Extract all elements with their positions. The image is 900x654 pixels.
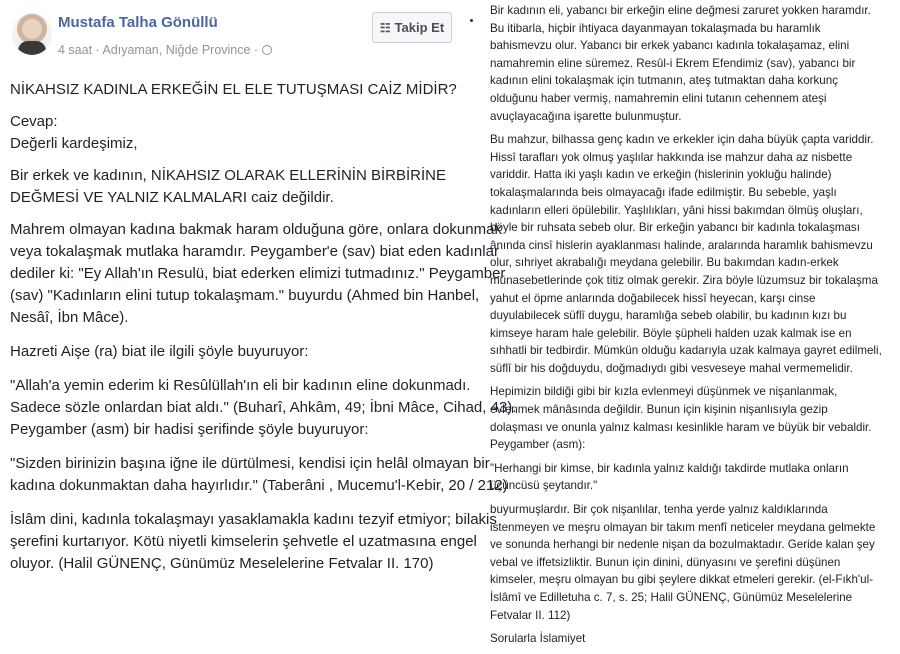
text-line: şerefini kurtarıyor. Kötü niyetli kimselerin şehvetle el uzatmasına engel <box>10 533 477 550</box>
text-line: dolaşması ve onunla yalnız kalması kesinlikle haram ve büyük bir vebaldir. <box>490 420 872 434</box>
post-right-column <box>470 0 900 646</box>
text-line: evlenmek mânâsında değildir. Bunun için kişinin nişanlısıyla gezip <box>490 403 828 417</box>
text-line: Peygamber (asm) bir hadisi şerifinde şöyle buyuruyor: <box>10 421 369 438</box>
paragraph <box>490 131 882 377</box>
text-line: Nesâî, İbn Mâce). <box>10 309 129 326</box>
post-meta <box>58 43 272 57</box>
text-line: İslâmî ve Edilletuha c. 7, s. 25; Halil GÜNENÇ, Günümüz Meselelerine <box>490 591 853 604</box>
post-body-left <box>10 79 516 587</box>
paragraph <box>490 460 882 495</box>
text-line: süflî bir his doğduydu, doğmadıydı gibi vesveseye mahal vermemelidir. <box>490 361 853 375</box>
text-line: yahut el öpme anlarında doğabilecek hissî heyecan, karşı cinse <box>490 291 816 305</box>
follow-button[interactable] <box>372 12 452 43</box>
text-line: duyulabilecek süflî duygu, haramlığa sebeb olabilir, bu kadının kızı bu <box>490 309 847 323</box>
text-line: münasebetlerinde çok titiz olmak gerekir. Zira böyle lüzumsuz bir tokalaşma <box>490 273 878 287</box>
text-line: avuçlayacağına işarette bulunmuştur. <box>490 109 682 123</box>
text-line: sıhhatli bir tedbirdir. Mümkün olduğu kadarıyla uzak kalmaya gayret edilmeli, <box>490 344 882 358</box>
text-line: namahremin eline süremez. Resûl-i Ekrem Efendimiz (sav), yabancı bir <box>490 56 856 70</box>
paragraph <box>10 219 516 329</box>
text-line: Fetvalar II. 112) <box>490 608 571 622</box>
paragraph <box>490 501 882 624</box>
text-line: Bu mahzur, bilhassa genç kadın ve erkekler için daha büyük çapta variddir. <box>490 133 874 147</box>
text-line: böyle bir ruhsata sebeb olur. Bir erkeğin yabancı bir kadınla tokalaşması <box>490 221 860 235</box>
text-line: İslâm dini, kadınla tokalaşmayı yasaklamakla kadını tezyif etmiyor; bilakis <box>10 511 497 528</box>
text-line: bahismevzu olur. Yabancı bir erkek yabancı kadınla tokalaşamaz, elini <box>490 39 850 53</box>
paragraph <box>10 165 516 209</box>
text-line: veya tokalaşmak mutlaka haramdır. Peygamber'e (sav) biat eden kadınlar <box>10 243 499 260</box>
paragraph <box>10 111 516 155</box>
text-line: Bir erkek ve kadının, NİKAHSIZ OLARAK ELLERİNİN BİRBİRİNE <box>10 167 446 184</box>
text-line: olur, sıhriyet akrabalığı meydana gelebilir. Bu bakımdan kadın-erkek <box>490 256 839 270</box>
text-line: istenmeyen ve meşru olmayan bir takım menfî neticeler meydana gelmekte <box>490 520 876 534</box>
text-line: dediler ki: "Ey Allah'ın Resulü, biat ederken elimizi tutmadınız." Peygamber <box>10 265 506 282</box>
text-line: (sav) "Kadınların elini tutup tokalaşmam." buyurdu (Ahmed bin Hanbel, <box>10 287 480 304</box>
paragraph <box>10 79 516 101</box>
text-line: Değerli kardeşimiz, <box>10 135 138 152</box>
text-line: variddir. Hatta iki yaşlı kadın ve erkeğin (hislerinin yokluğu halinde) <box>490 168 832 182</box>
text-line: Sadece sözle onlardan biat aldı." (Buharî, Ahkâm, 49; İbni Mâce, Cihad, 43). <box>10 399 517 416</box>
text-line: "Allah'a yemin ederim ki Resûlüllah'ın eli bir kadının eline dokunmadı. <box>10 377 471 394</box>
text-line: Mahrem olmayan kadına bakmak haram olduğuna göre, onlara dokunmak <box>10 221 502 238</box>
globe-icon <box>262 45 272 55</box>
text-line: tokalaşmalarında beis olmayacağı ifade edilmiştir. Bu sebeble, yaşlı <box>490 185 837 199</box>
text-line: olduğunu haber vermiş, namahremin elini tutanın cehennem ateşi <box>490 91 827 105</box>
text-line: Hissî tarafları yok olmuş yaşlılar hakkında ise mahzur daha az nisbette <box>490 150 853 164</box>
paragraph <box>10 509 516 575</box>
text-line: kadının elini tokalaşmak için tutmanın, ateş tutmaktan daha korkunç <box>490 74 838 88</box>
text-line: vebal ve iffetsizliktir. Bunun için dinini, dünyasını ve şerefini düşünen <box>490 555 841 569</box>
follow-label: Takip Et <box>394 20 445 35</box>
text-line: oluyor. (Halil GÜNENÇ, Günümüz Meselelerine Fetvalar II. 170) <box>10 555 434 572</box>
text-line: ve sonunda herhangi bir nedenle nişan da bozulmaktadır. Geride kalan şey <box>490 538 875 552</box>
paragraph <box>490 383 882 453</box>
text-line: kimseler, meşru olmayan bu gibi şeylere dikkat etmeleri gerekir. (el-Fıkh'ul- <box>490 573 874 587</box>
text-line: "Herhangi bir kimse, bir kadınla yalnız kaldığı takdirde mutlaka onların <box>490 461 849 475</box>
text-line: "Sizden birinizin başına iğne ile dürtülmesi, kendisi için helâl olmayan bir <box>10 455 490 472</box>
paragraph <box>10 453 516 497</box>
text-line: Sorularla İslamiyet <box>490 632 586 646</box>
text-line: Hepimizin bildiği gibi bir kızla evlenmeyi düşünmek ve nişanlanmak, <box>490 385 838 399</box>
text-line: DEĞMESİ VE YALNIZ KALMALARI caiz değildir. <box>10 189 334 206</box>
text-line: Bu itibarla, hiçbir ihtiyaca dayanmayan tokalaşmada bu haramlık <box>490 21 821 35</box>
bullet-dot <box>470 19 473 22</box>
paragraph <box>10 341 516 363</box>
text-line: Hazreti Aişe (ra) biat ile ilgili şöyle buyuruyor: <box>10 343 309 360</box>
text-line: Cevap: <box>10 113 58 130</box>
text-line: Bir kadının eli, yabancı bir erkeğin eline değmesi zaruret yokken haramdır. <box>490 4 871 17</box>
text-line: buyurmuşlardır. Bir çok nişanlılar, tenha yerde yalnız kaldıklarında <box>490 503 828 517</box>
text-line: kadınların elleri öpülebilir. Yaşlılıkları, yâni hissi bakımdan ölmüş oluşları, <box>490 203 863 217</box>
paragraph <box>490 630 882 648</box>
text-line: Peygamber (asm): <box>490 438 586 452</box>
author-name-link[interactable]: Mustafa Talha Gönüllü <box>58 14 218 31</box>
text-line: kimseye haram hale gelebilir. Böyle şüpheli halden uzak kalmak ise en <box>490 326 852 340</box>
text-line: ânında cinsî hislerin ayaklanması halinde, aralarında haramlık bahismevzu <box>490 238 873 252</box>
post-body-right <box>490 2 882 654</box>
text-line: NİKAHSIZ KADINLA ERKEĞİN EL ELE TUTUŞMASI CAİZ MİDİR? <box>10 81 457 98</box>
author-avatar[interactable] <box>12 13 52 55</box>
paragraph <box>490 2 882 125</box>
post-meta-text[interactable]: 4 saat · Adıyaman, Niğde Province · <box>58 43 259 57</box>
paragraph <box>10 375 516 441</box>
text-line: kadına dokunmaktan daha hayırlıdır." (Taberâni , Mucemu'l-Kebir, 20 / 212) <box>10 477 508 494</box>
rss-icon: ☷ <box>379 20 391 35</box>
text-line: üçüncüsü şeytandır." <box>490 479 598 493</box>
